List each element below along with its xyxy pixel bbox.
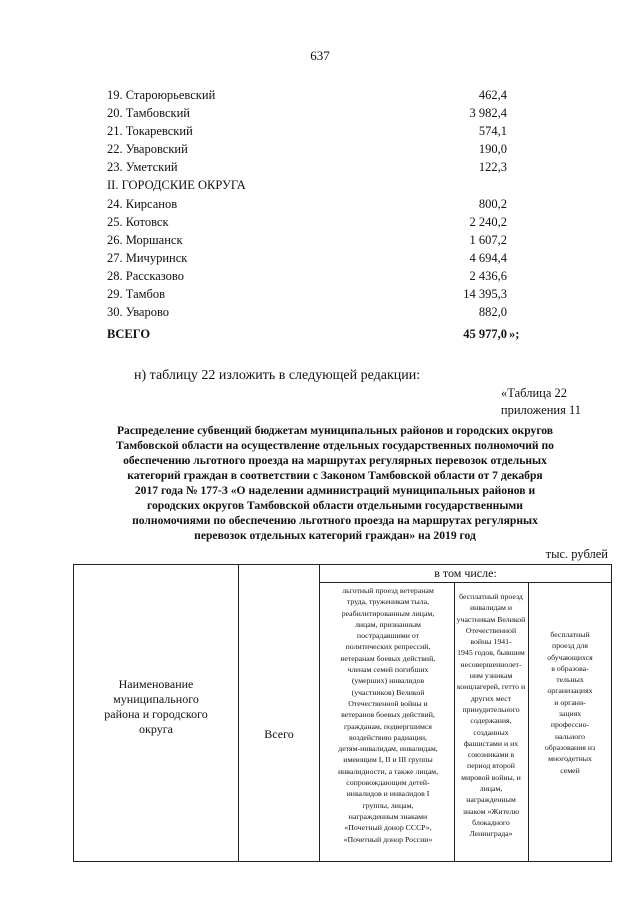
header-line: политических репрессий, xyxy=(345,642,431,652)
header-line: проезд для xyxy=(552,641,588,651)
row-name: 19. Староюрьевский xyxy=(107,88,216,102)
header-line: награжденным знаками xyxy=(348,811,428,821)
row-name: 24. Кирсанов xyxy=(107,196,178,211)
list-row xyxy=(107,86,507,104)
row-name: 26. Моршанск xyxy=(107,232,183,247)
header-line: содержания, xyxy=(470,716,512,726)
list-row xyxy=(107,195,507,213)
list-row xyxy=(107,267,507,285)
header-district-name xyxy=(74,677,238,737)
header-line: детям-инвалидам, инвалидам, xyxy=(338,744,438,754)
title-line: 2017 года № 177-З «О наделении администраций муниципальных районов и xyxy=(134,484,536,497)
header-line: ним узникам xyxy=(469,671,513,681)
header-including: в том числе: xyxy=(434,566,497,580)
header-line: знаком «Жителю xyxy=(462,806,520,816)
table-caption-number: «Таблица 22 xyxy=(501,386,567,400)
list-row xyxy=(107,158,507,176)
row-value: 2 436,6 xyxy=(469,268,507,283)
header-line: обучающихся xyxy=(547,652,593,662)
title-line: Распределение субвенций бюджетам муниципальных районов и городских округов xyxy=(116,424,554,437)
header-line: профессио- xyxy=(550,720,590,730)
header-line: группы, лицам, xyxy=(362,800,414,810)
header-line: награжденным xyxy=(466,795,516,805)
header-line: района и городского xyxy=(104,707,208,721)
header-line: имеющим I, II и III группы xyxy=(343,755,433,765)
header-subcolumn-veterans xyxy=(322,585,454,845)
district-list xyxy=(107,86,520,343)
row-value: 2 240,2 xyxy=(469,214,507,229)
subvention-table-header xyxy=(73,564,612,862)
row-suffix: »; xyxy=(509,327,520,342)
row-value: 122,3 xyxy=(478,160,507,175)
table-caption-appendix: приложения 11 xyxy=(500,403,581,417)
header-line: сопровождающим детей- xyxy=(346,778,430,788)
list-row xyxy=(107,140,507,158)
column-divider xyxy=(319,565,320,861)
column-divider xyxy=(528,583,529,861)
header-line: пострадавшими от xyxy=(356,631,420,641)
units-label: тыс. рублей xyxy=(545,547,608,561)
header-line: округа xyxy=(139,722,173,736)
list-row xyxy=(107,303,507,321)
header-line: блокадного xyxy=(472,817,510,827)
header-line: союзниками в xyxy=(467,750,515,760)
row-name: 30. Уварово xyxy=(107,305,170,320)
header-line: лицам, признанным xyxy=(354,619,421,629)
header-line: Отечественной xyxy=(465,625,517,635)
header-line: тельных xyxy=(556,675,584,685)
row-name: 27. Мичуринск xyxy=(107,250,188,265)
header-line: мировой войны, и xyxy=(461,772,521,782)
row-value: 190,0 xyxy=(478,142,507,157)
row-value: 14 395,3 xyxy=(463,287,507,302)
header-line: войны 1941- xyxy=(470,637,512,647)
header-line: льготный проезд ветеранам xyxy=(342,586,434,595)
row-value: 882,0 xyxy=(478,305,507,320)
header-line: ветеранов боевых действий, xyxy=(341,710,435,720)
header-line: несовершеннолет- xyxy=(460,659,522,669)
row-name: 20. Тамбовский xyxy=(107,106,190,121)
table-title xyxy=(92,423,578,543)
list-row xyxy=(107,104,507,122)
title-line: полномочиями по обеспечению льготного проезда на маршрутах регулярных xyxy=(132,514,538,527)
header-line: лицам, xyxy=(479,784,503,794)
row-name: 22. Уваровский xyxy=(107,142,188,157)
header-line: «Почетный донор России» xyxy=(343,834,433,844)
title-line: Тамбовской области на осуществление отдельных государственных полномочий по xyxy=(116,439,554,452)
list-row xyxy=(107,122,507,140)
header-line: (умерших) инвалидов xyxy=(351,676,425,686)
page-number: 637 xyxy=(310,48,330,63)
row-value: 462,4 xyxy=(478,88,507,102)
header-line: «Почетный донор СССР», xyxy=(344,823,432,833)
header-line: образования из xyxy=(544,742,596,752)
title-line: городских округов Тамбовской области отдельными государственными xyxy=(147,499,523,512)
row-value: 4 694,4 xyxy=(469,250,507,265)
list-row xyxy=(107,231,507,249)
header-line: бесплатный проезд xyxy=(459,592,523,601)
header-divider xyxy=(319,582,611,583)
header-line: принудительного xyxy=(462,704,520,714)
row-value: 800,2 xyxy=(478,196,507,211)
header-subcolumn-wwii xyxy=(455,591,527,840)
row-name: 23. Уметский xyxy=(107,160,178,175)
row-name: II. ГОРОДСКИЕ ОКРУГА xyxy=(107,178,246,193)
row-name: ВСЕГО xyxy=(107,327,151,342)
amendment-text: н) таблицу 22 изложить в следующей редакции: xyxy=(134,368,421,383)
header-subcolumn-students xyxy=(530,629,610,776)
header-line: зациях xyxy=(558,709,582,719)
header-line: бесплатный xyxy=(550,630,590,639)
header-total: Всего xyxy=(264,727,294,741)
column-divider xyxy=(238,565,239,861)
header-line: инвалидов и инвалидов I xyxy=(346,789,430,799)
header-line: других мест xyxy=(470,693,512,703)
row-value: 574,1 xyxy=(478,124,507,139)
header-line: муниципального xyxy=(113,692,199,706)
header-line: в образова- xyxy=(551,663,589,673)
header-line: инвалидности, а также лицам, xyxy=(337,766,439,776)
header-line: воздействию радиации, xyxy=(349,732,427,742)
header-line: период второй xyxy=(467,761,515,771)
header-line: гражданам, подвергшимся xyxy=(343,721,432,731)
row-name: 21. Токаревский xyxy=(107,124,193,139)
list-row xyxy=(107,213,507,231)
header-line: 1945 годов, бывшим xyxy=(457,648,525,658)
header-line: участникам Великой xyxy=(456,614,526,624)
header-line: Отечественной войны и xyxy=(348,698,428,708)
header-line: ветеранам боевых действий, xyxy=(340,653,436,663)
list-row xyxy=(107,249,507,267)
row-name: 29. Тамбов xyxy=(107,287,166,302)
row-value: 1 607,2 xyxy=(469,232,507,247)
header-line: (участников) Великой xyxy=(351,687,425,697)
header-line: многодетных xyxy=(548,754,592,764)
header-line: Наименование xyxy=(118,677,194,691)
header-line: труда, труженикам тыла, xyxy=(346,597,430,607)
header-line: созданных xyxy=(473,727,509,737)
header-line: семей xyxy=(560,765,580,775)
row-value: 45 977,0 xyxy=(463,327,507,342)
list-row xyxy=(107,285,507,303)
list-row xyxy=(107,176,507,194)
title-line: перевозок отдельных категорий граждан» на 2019 год xyxy=(194,529,476,542)
row-name: 28. Рассказово xyxy=(107,268,184,283)
row-name: 25. Котовск xyxy=(107,214,169,229)
title-line: категорий граждан в соответствии с Законом Тамбовской области от 7 декабря xyxy=(127,469,543,482)
header-line: Ленинграда» xyxy=(469,829,513,839)
header-line: концлагерей, гетто и xyxy=(456,682,526,692)
total-row xyxy=(107,325,520,343)
row-value: 3 982,4 xyxy=(469,106,507,121)
title-line: обеспечению льготного проезда на маршрутах регулярных перевозок отдельных xyxy=(123,454,547,467)
header-line: инвалидам и xyxy=(470,603,512,613)
header-line: фашистами и их xyxy=(463,738,519,748)
header-line: реабилитированным лицам, xyxy=(341,608,435,618)
header-line: и органи- xyxy=(554,697,586,707)
header-line: организациях xyxy=(547,686,593,696)
header-line: членам семей погибших xyxy=(347,665,429,675)
header-line: нального xyxy=(554,731,586,741)
